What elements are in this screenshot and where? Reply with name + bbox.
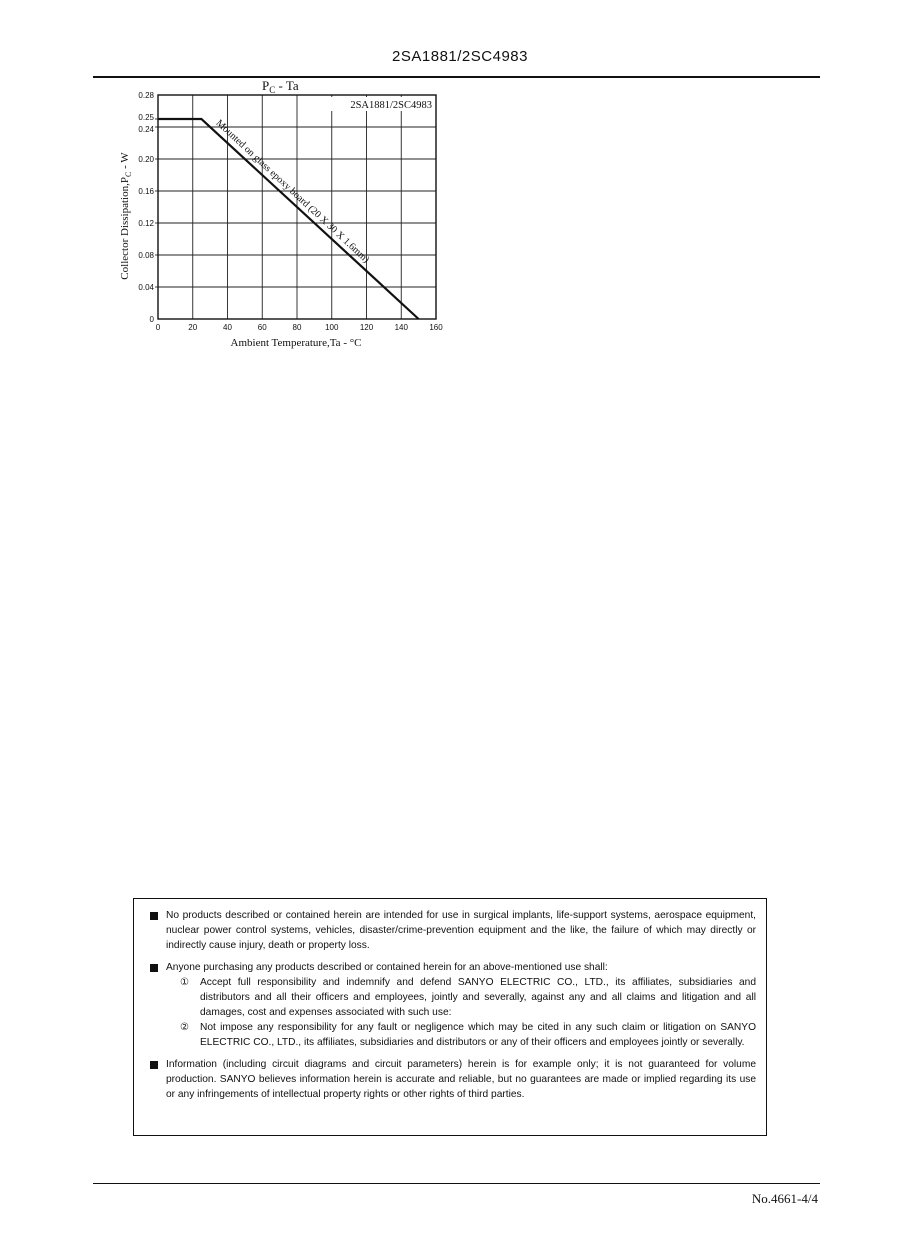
x-tick-label: 60	[257, 323, 267, 332]
x-tick-label: 120	[359, 323, 374, 332]
chart-title: $P_C$ - Ta	[262, 78, 299, 95]
disclaimer-subtext-1: Accept full responsibility and indemnify and defend SANYO ELECTRIC CO., LTD., its affiliates, subsidiaries and distributors and all their officers and employees, jointly and severally, against any and all claims and litigation and all damages, cost and expenses associated with such use:	[200, 977, 756, 1018]
x-tick-labels	[156, 323, 443, 332]
chart-svg	[90, 76, 470, 366]
disclaimer-subitem	[166, 975, 756, 1020]
x-tick-label: 0	[155, 323, 161, 332]
circled-two-marker: ②	[180, 1022, 190, 1033]
page-number: No.4661-4/4	[751, 1191, 818, 1206]
y-tick-label: 0.16	[138, 187, 154, 196]
square-bullet-icon	[150, 964, 158, 972]
disclaimer-text-3: Information (including circuit diagrams and circuit parameters) herein is for example only; it is not guaranteed for volume production. SANYO believes information herein is accurate and reliable, but no guarantees are made or implied regarding its use or any infringements of intellectual property rights or other rights of third parties.	[166, 1059, 756, 1100]
y-tick-label: 0.28	[138, 91, 154, 100]
square-bullet-icon	[150, 912, 158, 920]
footer-rule	[93, 1183, 820, 1184]
x-tick-label: 100	[325, 323, 339, 332]
y-tick-label: 0.24	[138, 125, 154, 134]
disclaimer-item	[150, 1057, 756, 1102]
disclaimer-item	[150, 908, 756, 953]
y-tick-label: 0.25	[138, 113, 154, 122]
y-axis-label: Collector $Dissipation,P_C$ - W	[119, 152, 133, 280]
y-tick-labels	[138, 91, 158, 324]
series-line	[158, 119, 419, 319]
x-tick-label: 20	[188, 323, 198, 332]
pc-ta-chart	[90, 76, 470, 366]
disclaimer-box	[133, 898, 767, 1136]
square-bullet-icon	[150, 1061, 158, 1069]
disclaimer-item	[150, 960, 756, 1050]
x-tick-label: 40	[223, 323, 232, 332]
board-annotation: Mounted on glass epoxy board (20 X 30 X 1.6mm)	[213, 117, 372, 266]
inset-label: 2SA1881/2SC4983	[350, 100, 432, 111]
x-tick-label: 140	[394, 323, 408, 332]
x-tick-label: 160	[429, 323, 443, 332]
disclaimer-subitem	[166, 1020, 756, 1050]
chart-series	[158, 119, 419, 319]
disclaimer-subtext-2: Not impose any responsibility for any fault or negligence which may be cited in any such claim or litigation on SANYO ELECTRIC CO., LTD., its affiliates, subsidiaries and distributors or any of their officers and employees jointly or severally.	[200, 1022, 756, 1048]
document-title: 2SA1881/2SC4983	[392, 48, 528, 65]
y-tick-label: 0.08	[138, 251, 154, 260]
disclaimer-text-2: Anyone purchasing any products described or contained herein for an above-mentioned use shall:	[166, 962, 608, 973]
disclaimer-text-1: No products described or contained herein are intended for use in surgical implants, life-support systems, aerospace equipment, nuclear power control systems, vehicles, disaster/crime-prevention equipment and the like, the failure of which may directly or indirectly cause injury, death or property loss.	[166, 910, 756, 951]
y-tick-label: 0	[149, 315, 154, 324]
x-axis-label: Ambient Temperature,Ta - °C	[230, 337, 362, 349]
y-tick-label: 0.12	[138, 219, 154, 228]
circled-one-marker: ①	[180, 977, 190, 988]
x-tick-label: 80	[292, 323, 302, 332]
y-tick-label: 0.04	[138, 283, 154, 292]
y-tick-label: 0.20	[138, 155, 154, 164]
